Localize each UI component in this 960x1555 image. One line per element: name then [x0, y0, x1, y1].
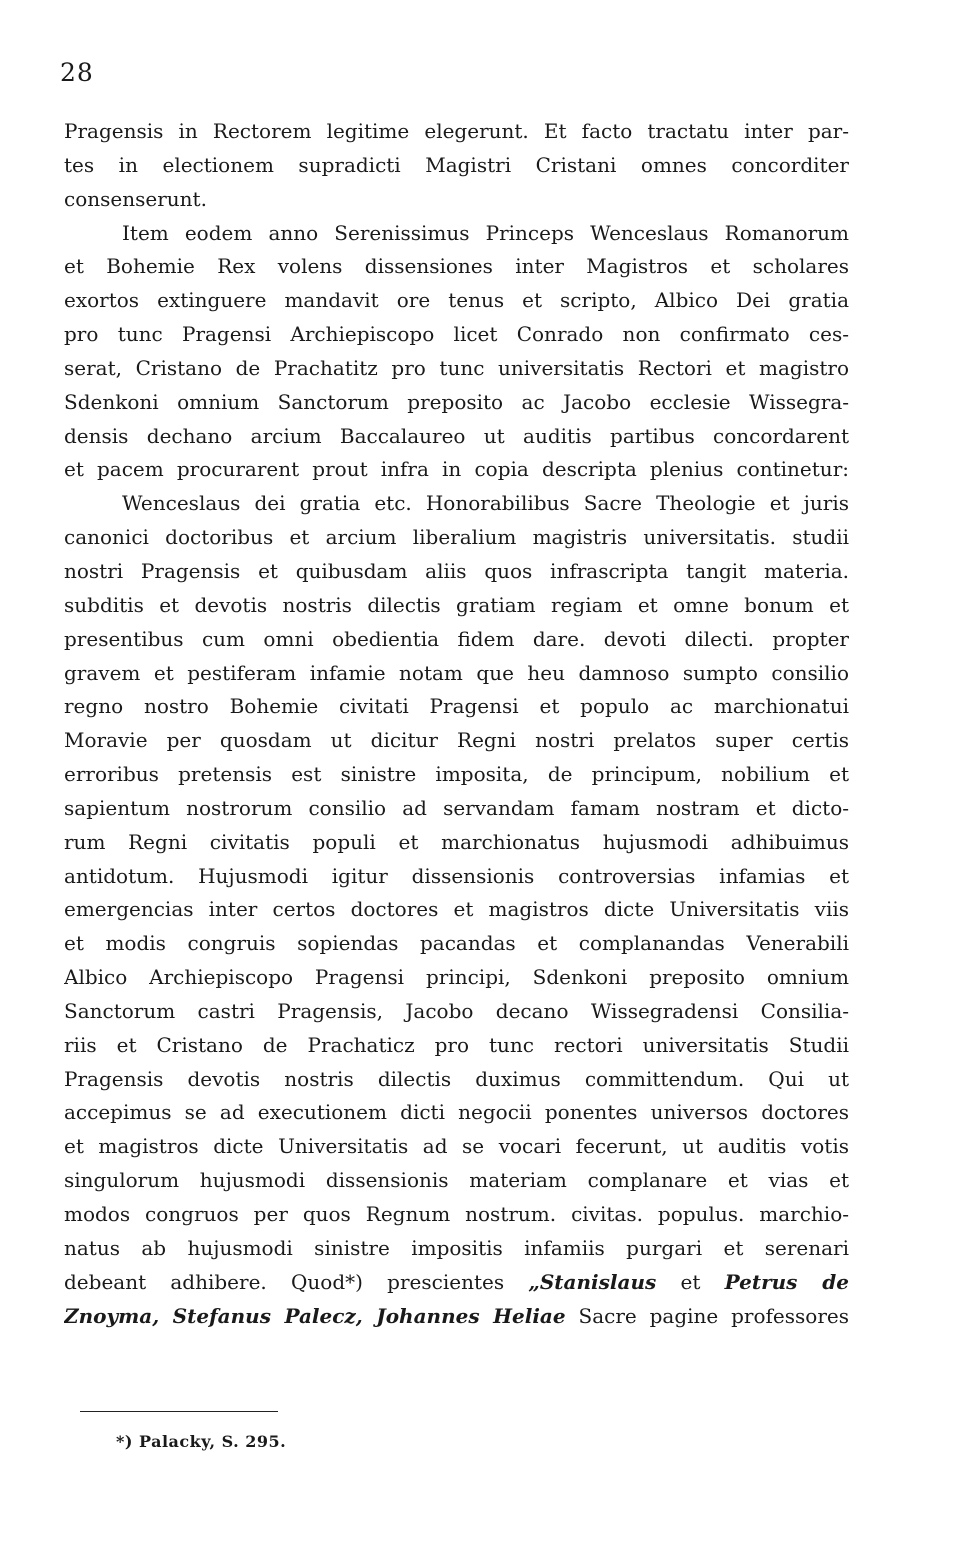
- text-line: presentibus cum omni obedientia fidem dare. devoti dilecti. propter: [64, 626, 849, 651]
- text-segment: Sacre pagine professores: [565, 1303, 849, 1328]
- text-line: [64, 1300, 849, 1334]
- text-line: nostri Pragensis et quibusdam aliis quos infrascripta tangit materia.: [64, 558, 849, 583]
- text-line: accepimus se ad executionem dicti negocii ponentes universos doctores: [64, 1100, 849, 1125]
- text-line: erroribus pretensis est sinistre imposita, de principum, nobilium et: [64, 762, 849, 787]
- text-line: pro tunc Pragensi Archiepiscopo licet Conrado non confirmato ces-: [64, 322, 849, 347]
- page-number: 28: [60, 58, 94, 87]
- text-line: Wenceslaus dei gratia etc. Honorabilibus Sacre Theologie et juris: [122, 491, 849, 516]
- text-line: serat, Cristano de Prachatitz pro tunc universitatis Rectori et magistro: [64, 355, 849, 380]
- text-line: rum Regni civitatis populi et marchionatus hujusmodi adhibuimus: [64, 829, 849, 854]
- text-line: modos congruos per quos Regnum nostrum. civitas. populus. marchio-: [64, 1202, 849, 1226]
- person-names: Znoyma, Stefanus Palecz, Johannes Heliae: [64, 1303, 566, 1328]
- text-line: [64, 1266, 849, 1300]
- text-line: Moravie per quosdam ut dicitur Regni nostri prelatos super certis: [64, 728, 849, 753]
- text-line: canonici doctoribus et arcium liberalium magistris universitatis. studii: [64, 525, 849, 550]
- text-line: antidotum. Hujusmodi igitur dissensionis controversias infamias et: [64, 863, 849, 888]
- text-segment: et: [656, 1269, 725, 1294]
- text-line: Sdenkoni omnium Sanctorum preposito ac Jacobo ecclesie Wissegra-: [64, 389, 849, 414]
- text-line: subditis et devotis nostris dilectis gratiam regiam et omne bonum et: [64, 592, 849, 617]
- text-line: et pacem procurarent prout infra in copia descripta plenius continetur:: [64, 457, 849, 482]
- text-line: et Bohemie Rex volens dissensiones inter Magistros et scholares: [64, 254, 849, 279]
- text-line: Albico Archiepiscopo Pragensi principi, Sdenkoni preposito omnium: [64, 965, 849, 990]
- text-line: densis dechano arcium Baccalaureo ut auditis partibus concordarent: [64, 423, 849, 448]
- text-line: sapientum nostrorum consilio ad servandam famam nostram et dicto-: [64, 795, 849, 820]
- text-line: et magistros dicte Universitatis ad se vocari fecerunt, ut auditis votis: [64, 1134, 849, 1159]
- person-name: „Stanislaus: [528, 1269, 657, 1294]
- text-line: exortos extinguere mandavit ore tenus et scripto, Albico Dei gratia: [64, 288, 849, 313]
- text-line: regno nostro Bohemie civitati Pragensi et populo ac marchionatui: [64, 694, 849, 719]
- person-name: Petrus de: [724, 1269, 849, 1294]
- text-line: natus ab hujusmodi sinistre impositis infamiis purgari et serenari: [64, 1235, 849, 1260]
- text-line: et modis congruis sopiendas pacandas et complanandas Venerabili: [64, 931, 849, 956]
- text-line: gravem et pestiferam infamie notam que heu damnoso sumpto consilio: [64, 660, 849, 685]
- footnote-rule: [80, 1411, 278, 1412]
- text-line: consenserunt.: [64, 186, 207, 211]
- text-line: riis et Cristano de Prachaticz pro tunc rectori universitatis Studii: [64, 1032, 849, 1057]
- footnote: *) Palacky, S. 295.: [116, 1432, 287, 1451]
- text-line: Sanctorum castri Pragensis, Jacobo decano Wissegradensi Consilia-: [64, 998, 849, 1023]
- text-line: emergencias inter certos doctores et magistros dicte Universitatis viis: [64, 897, 849, 922]
- text-segment: debeant adhibere. Quod*) prescientes: [64, 1269, 529, 1294]
- text-line: tes in electionem supradicti Magistri Cristani omnes concorditer: [64, 152, 849, 177]
- text-line: Pragensis devotis nostris dilectis duximus committendum. Qui ut: [64, 1066, 849, 1091]
- main-text: [64, 115, 849, 1333]
- text-line: singulorum hujusmodi dissensionis materiam complanare et vias et: [64, 1168, 849, 1193]
- text-line: Item eodem anno Serenissimus Princeps Wenceslaus Romanorum: [122, 220, 849, 245]
- text-line: Pragensis in Rectorem legitime elegerunt. Et facto tractatu inter par-: [64, 119, 849, 143]
